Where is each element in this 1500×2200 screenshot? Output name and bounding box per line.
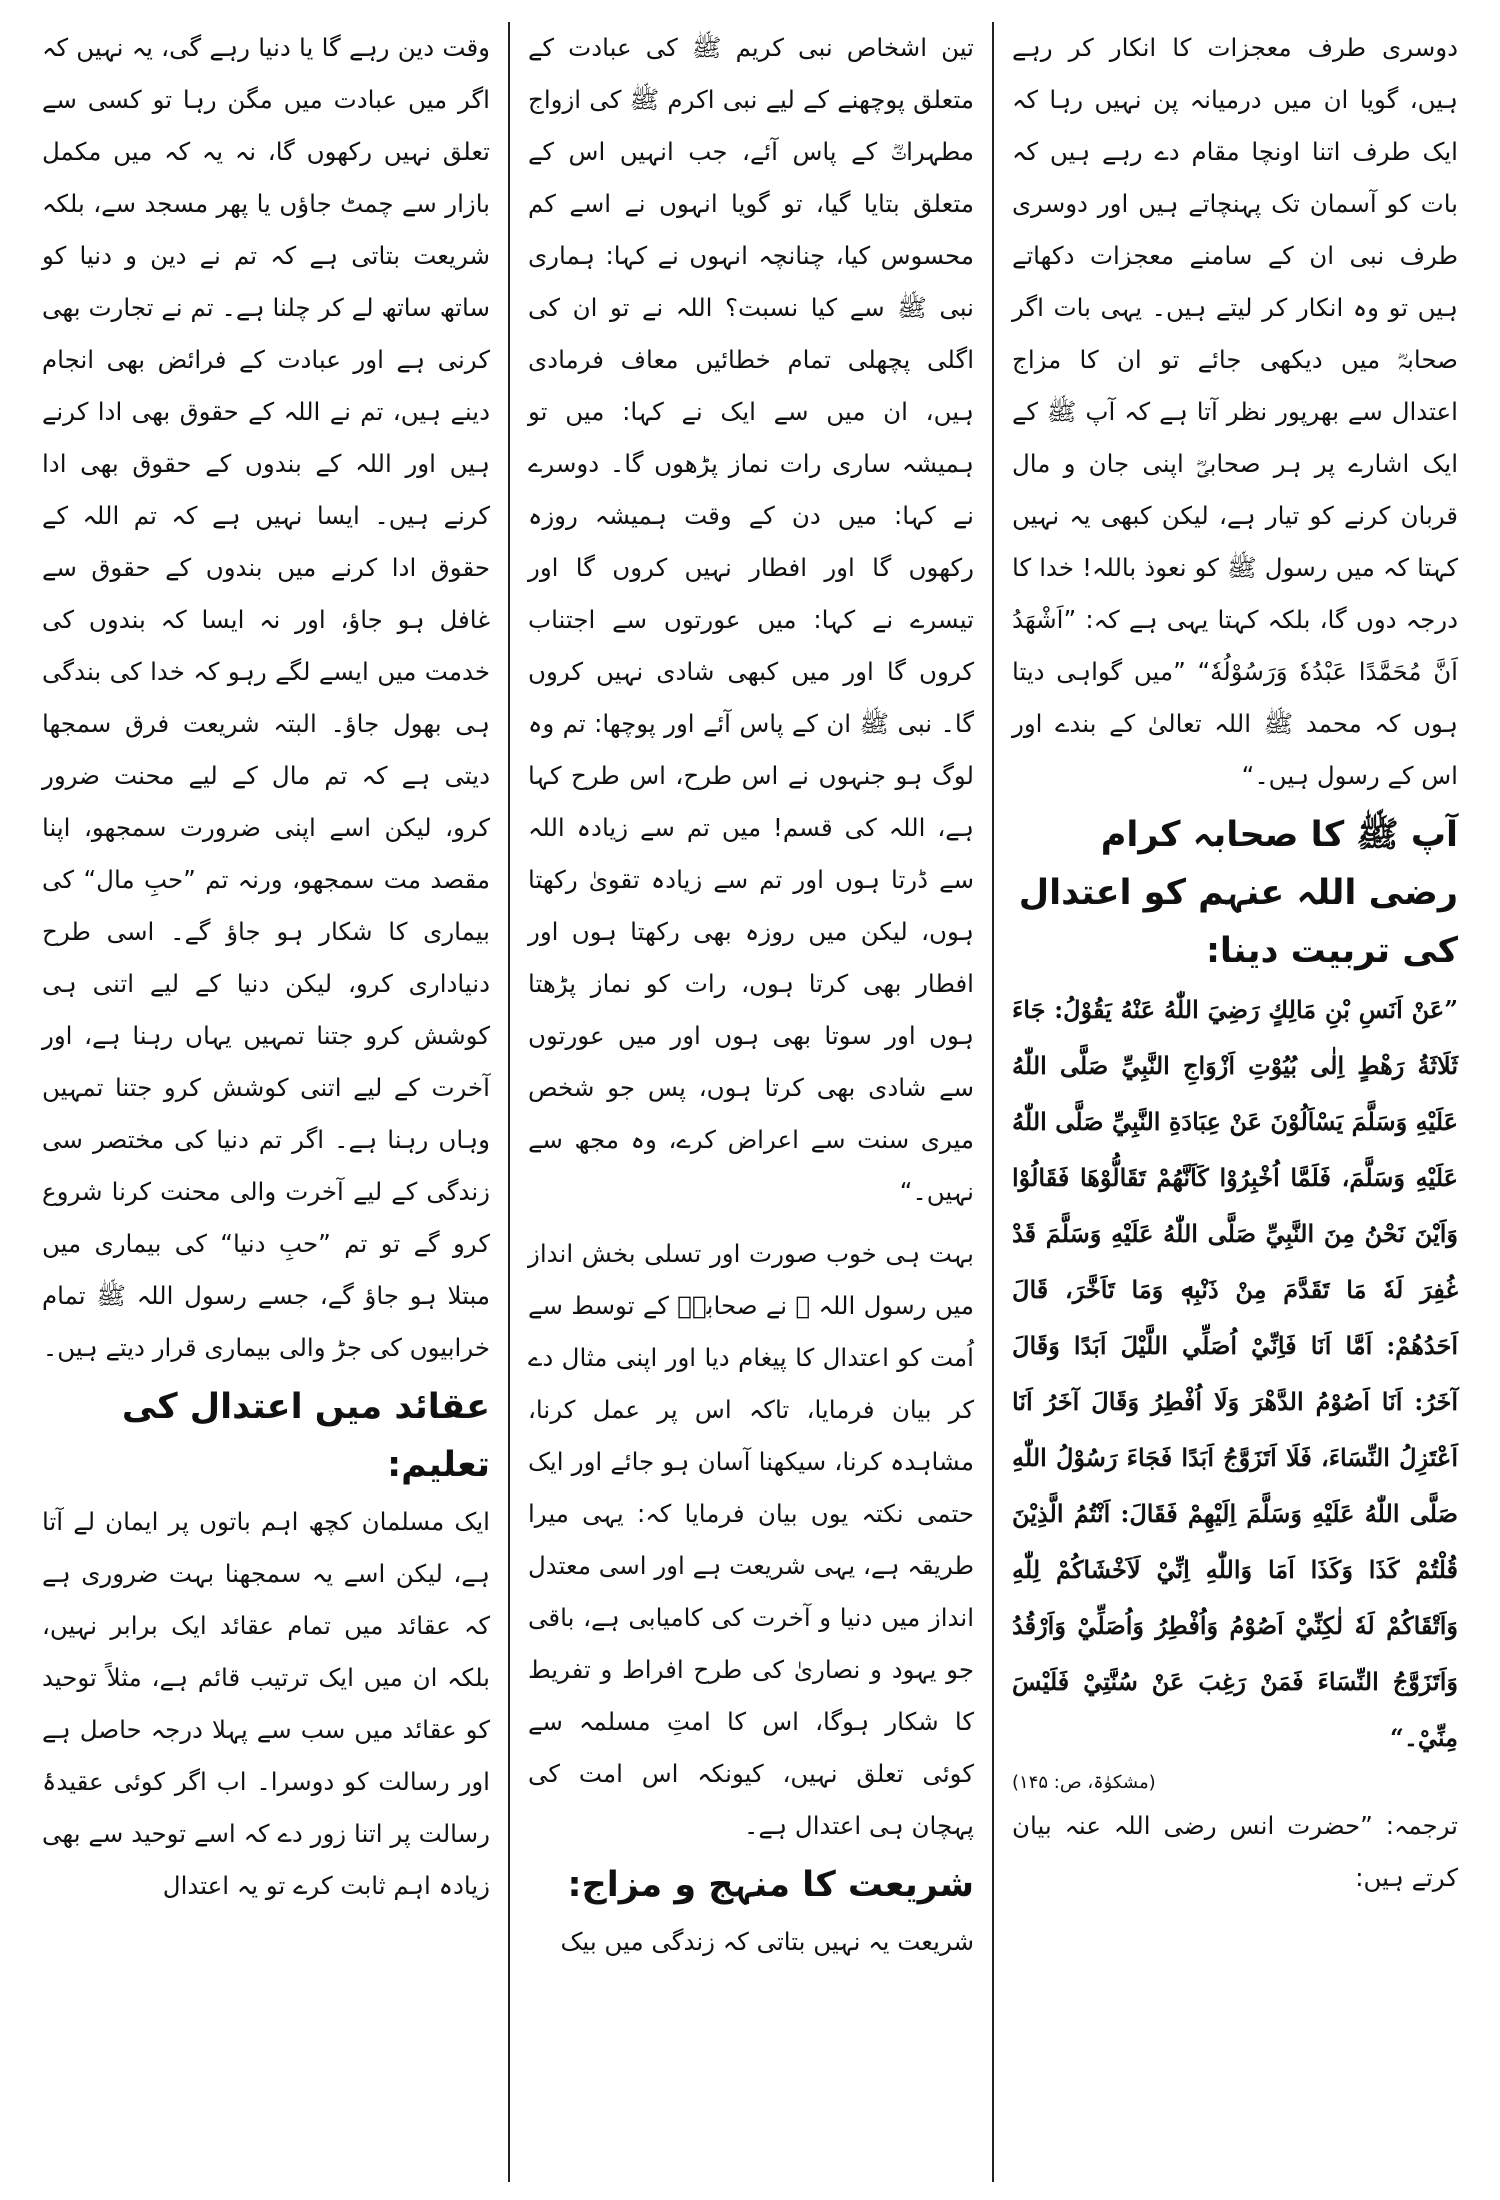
paragraph: تین اشخاص نبی کریم ﷺ کی عبادت کے متعلق پوچھنے کے لیے نبی اکرم ﷺ کی ازواج مطہراتؓ کے پاس آئے، جب انہیں اس کے متعلق بتایا گیا، تو گویا انہوں نے اسے کم محسوس کیا، چنانچہ انہوں نے کہا: ہماری نبی ﷺ سے کیا نسبت؟ اللہ نے تو ان کی اگلی پچھلی تمام خطائیں معاف فرمادی ہیں، ان میں سے ایک نے کہا: میں تو ہمیشہ ساری رات نماز پڑھوں گا۔ دوسرے نے کہا: میں دن کے وقت ہمیشہ روزہ رکھوں گا اور افطار نہیں کروں گا اور تیسرے نے کہا: میں عورتوں سے اجتناب کروں گا اور میں کبھی شادی نہیں کروں گا۔ نبی ﷺ ان کے پاس آئے اور پوچھا: تم وہ لوگ ہو جنہوں نے اس طرح، اس طرح کہا ہے، اللہ کی قسم! میں تم سے زیادہ اللہ سے ڈرتا ہوں اور تم سے زیادہ تقویٰ رکھتا ہوں، لیکن میں روزہ بھی رکھتا ہوں اور افطار بھی کرتا ہوں، رات کو نماز پڑھتا ہوں اور سوتا بھی ہوں اور میں عورتوں سے شادی بھی کرتا ہوں، پس جو شخص میری سنت سے اعراض کرے، وہ مجھ سے نہیں۔“ xyxy=(528,33,974,1206)
section-heading: عقائد میں اعتدال کی تعلیم: xyxy=(121,1387,490,1485)
arabic-hadith-text: ”عَنْ اَنَسِ بْنِ مَالِكٍ رَضِيَ اللّٰهُ عَنْهُ يَقُوْلُ: جَاءَ ثَلَاثَةُ رَهْطٍ اِلٰى بُيُوْتِ اَزْوَاجِ النَّبِيِّ صَلَّى اللّٰهُ عَلَيْهِ وَسَلَّمَ يَسْاَلُوْنَ عَنْ عِبَادَةِ النَّبِيِّ صَلَّى اللّٰهُ عَلَيْهِ وَسَلَّمَ، فَلَمَّا اُخْبِرُوْا كَاَنَّهُمْ تَقَالُّوْهَا فَقَالُوْا وَاَيْنَ نَحْنُ مِنَ النَّبِيِّ صَلَّى اللّٰهُ عَلَيْهِ وَسَلَّمَ قَدْ غُفِرَ لَهٗ مَا تَقَدَّمَ مِنْ ذَنْبِهٖ وَمَا تَاَخَّرَ، قَالَ اَحَدُهُمْ: اَمَّا اَنَا فَاِنِّيْ اُصَلِّي اللَّيْلَ اَبَدًا وَقَالَ آخَرُ: اَنَا اَصُوْمُ الدَّهْرَ وَلَا اُفْطِرُ وَقَالَ آخَرُ اَنَا اَعْتَزِلُ النِّسَاءَ، فَلَا اَتَزَوَّجُ اَبَدًا فَجَاءَ رَسُوْلُ اللّٰهِ صَلَّى اللّٰهُ عَلَيْهِ وَسَلَّمَ اِلَيْهِمْ فَقَالَ: اَنْتُمُ الَّذِيْنَ قُلْتُمْ كَذَا وَكَذَا اَمَا وَاللّٰهِ اِنِّيْ لَاَخْشَاكُمْ لِلّٰهِ وَاَتْقَاكُمْ لَهٗ لٰكِنِّيْ اَصُوْمُ وَاُفْطِرُ وَاُصَلِّيْ وَاَرْقُدُ وَاَتَزَوَّجُ النِّسَاءَ فَمَنْ رَغِبَ عَنْ سُنَّتِيْ فَلَيْسَ مِنِّيْ۔“ xyxy=(1012,995,1459,1752)
section-heading: شریعت کا منہج و مزاج: xyxy=(567,1865,974,1905)
paragraph: بہت ہی خوب صورت اور تسلی بخش انداز میں رسول اللہ ﷺ نے صحابہؓ کے توسط سے اُمت کو اعتدال کا پیغام دیا اور اپنی مثال دے کر بیان فرمایا، تاکہ اس پر عمل کرنا، مشاہدہ کرنا، سیکھنا آسان ہو جائے اور ایک حتمی نکتہ یوں بیان فرمایا کہ: یہی میرا طریقہ ہے، یہی شریعت ہے اور اسی معتدل انداز میں دنیا و آخرت کی کامیابی ہے، باقی جو یہود و نصاریٰ کی طرح افراط و تفریط کا شکار ہوگا، اس کا امتِ مسلمہ سے کوئی تعلق نہیں، کیونکہ اس امت کی پہچان ہی اعتدال ہے۔ xyxy=(528,1239,974,1840)
paragraph: ایک مسلمان کچھ اہم باتوں پر ایمان لے آتا ہے، لیکن اسے یہ سمجھنا بہت ضروری ہے کہ عقائد میں تمام عقائد ایک برابر نہیں، بلکہ ان میں ایک ترتیب قائم ہے، مثلاً توحید کو عقائد میں سب سے پہلا درجہ حاصل ہے اور رسالت کو دوسرا۔ اب اگر کوئی عقیدۂ رسالت پر اتنا زور دے کہ اسے توحید سے بھی زیادہ اہم ثابت کرے تو یہ اعتدال xyxy=(42,1507,490,1900)
column-left xyxy=(24,22,508,2182)
hadith-reference: (مشکوٰۃ، ص: ۱۴۵) xyxy=(1012,1772,1156,1793)
column-middle xyxy=(508,22,992,2182)
paragraph: دوسری طرف معجزات کا انکار کر رہے ہیں، گویا ان میں درمیانہ پن نہیں رہا کہ ایک طرف اتنا اونچا مقام دے رہے ہیں کہ بات کو آسمان تک پہنچاتے ہیں اور دوسری طرف نبی ان کے سامنے معجزات دکھاتے ہیں تو وہ انکار کر لیتے ہیں۔ یہی بات اگر صحابہؓ میں دیکھی جائے تو ان کا مزاج اعتدال سے بھرپور نظر آتا ہے کہ آپ ﷺ کے ایک اشارے پر ہر صحابیؓ اپنی جان و مال قربان کرنے کو تیار ہے، لیکن کبھی یہ نہیں کہتا کہ میں رسول ﷺ کو نعوذ باللہ! خدا کا درجہ دوں گا، بلکہ کہتا یہی ہے کہ: ”اَشْهَدُ اَنَّ مُحَمَّدًا عَبْدُهٗ وَرَسُوْلُهٗ“ ”میں گواہی دیتا ہوں کہ محمد ﷺ اللہ تعالیٰ کے بندے اور اس کے رسول ہیں۔“ xyxy=(1012,33,1458,790)
translation-intro: ترجمہ: ”حضرت انس رضی اللہ عنہ بیان کرتے ہیں: xyxy=(1012,1811,1458,1892)
paragraph: وقت دین رہے گا یا دنیا رہے گی، یہ نہیں کہ اگر میں عبادت میں مگن رہا تو کسی سے تعلق نہیں رکھوں گا، نہ یہ کہ میں مکمل بازار سے چمٹ جاؤں یا پھر مسجد سے، بلکہ شریعت بتاتی ہے کہ تم نے دین و دنیا کو ساتھ ساتھ لے کر چلنا ہے۔ تم نے تجارت بھی کرنی ہے اور عبادت کے فرائض بھی انجام دینے ہیں، تم نے اللہ کے حقوق بھی ادا کرنے ہیں اور اللہ کے بندوں کے حقوق بھی ادا کرنے ہیں۔ ایسا نہیں ہے کہ تم اللہ کے حقوق ادا کرنے میں بندوں کے حقوق سے غافل ہو جاؤ، اور نہ ایسا کہ بندوں کی خدمت میں ایسے لگے رہو کہ خدا کی بندگی ہی بھول جاؤ۔ البتہ شریعت فرق سمجھا دیتی ہے کہ تم مال کے لیے محنت ضرور کرو، لیکن اسے اپنی ضرورت سمجھو، اپنا مقصد مت سمجھو، ورنہ تم ”حبِ مال“ کی بیماری کا شکار ہو جاؤ گے۔ اسی طرح دنیاداری کرو، لیکن دنیا کے لیے اتنی ہی کوشش کرو جتنا تمہیں یہاں رہنا ہے، اور آخرت کے لیے اتنی کوشش کرو جتنا تمہیں وہاں رہنا ہے۔ اگر تم دنیا کی مختصر سی زندگی کے لیے آخرت والی محنت کرنا شروع کرو گے تو تم ”حبِ دنیا“ کی بیماری میں مبتلا ہو جاؤ گے، جسے رسول اللہ ﷺ تمام خرابیوں کی جڑ والی بیماری قرار دیتے ہیں۔ xyxy=(42,33,490,1362)
section-heading: آپ ﷺ کا صحابہ کرام رضی اللہ عنہم کو اعتدال کی تربیت دینا: xyxy=(1018,815,1458,971)
paragraph: شریعت یہ نہیں بتاتی کہ زندگی میں بیک xyxy=(560,1927,974,1956)
column-right xyxy=(992,22,1476,2182)
